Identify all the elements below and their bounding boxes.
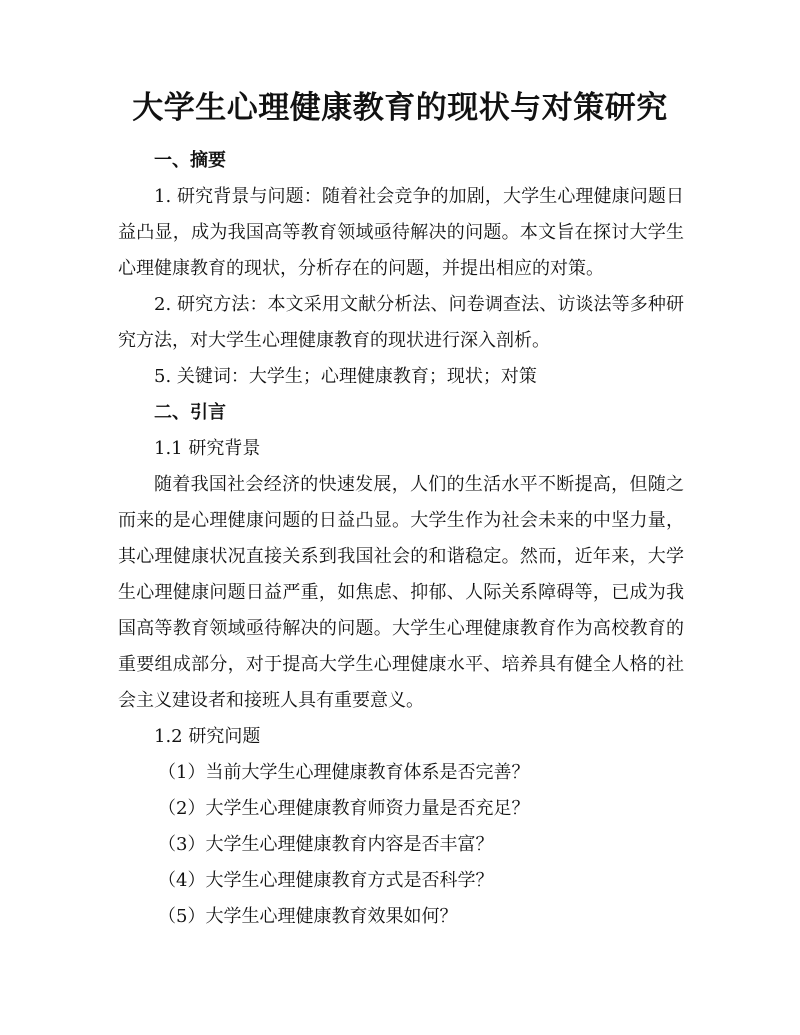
intro-heading: 二、引言 [154, 402, 226, 423]
document-body [118, 143, 684, 935]
abstract-heading: 一、摘要 [154, 150, 226, 171]
document-title: 大学生心理健康教育的现状与对策研究 [132, 90, 668, 126]
abstract-item-2: 2. 研究方法：本文采用文献分析法、问卷调查法、访谈法等多种研究方法，对大学生心理健康教育的现状进行深入剖析。 [118, 294, 684, 351]
intro-background-paragraph: 随着我国社会经济的快速发展，人们的生活水平不断提高，但随之而来的是心理健康问题的日益凸显。大学生作为社会未来的中坚力量，其心理健康状况直接关系到我国社会的和谐稳定。然而，近年来，大学生心理健康问题日益严重，如焦虑、抑郁、人际关系障碍等，已成为我国高等教育领域亟待解决的问题。大学生心理健康教育作为高校教育的重要组成部分，对于提高大学生心理健康水平、培养具有健全人格的社会主义建设者和接班人具有重要意义。 [118, 474, 684, 711]
research-question-2: （2）大学生心理健康教育师资力量是否充足？ [158, 798, 530, 819]
abstract-item-1: 1. 研究背景与问题：随着社会竞争的加剧，大学生心理健康问题日益凸显，成为我国高等教育领域亟待解决的问题。本文旨在探讨大学生心理健康教育的现状，分析存在的问题，并提出相应的对策。 [118, 186, 684, 279]
research-question-1: （1）当前大学生心理健康教育体系是否完善？ [158, 762, 530, 783]
research-question-5: （5）大学生心理健康教育效果如何？ [158, 906, 458, 927]
abstract-keywords: 5. 关键词：大学生；心理健康教育；现状；对策 [154, 366, 537, 387]
intro-subheading-background: 1.1 研究背景 [154, 438, 261, 459]
intro-subheading-questions: 1.2 研究问题 [154, 726, 261, 747]
research-question-3: （3）大学生心理健康教育内容是否丰富？ [158, 834, 494, 855]
research-question-4: （4）大学生心理健康教育方式是否科学？ [158, 870, 494, 891]
